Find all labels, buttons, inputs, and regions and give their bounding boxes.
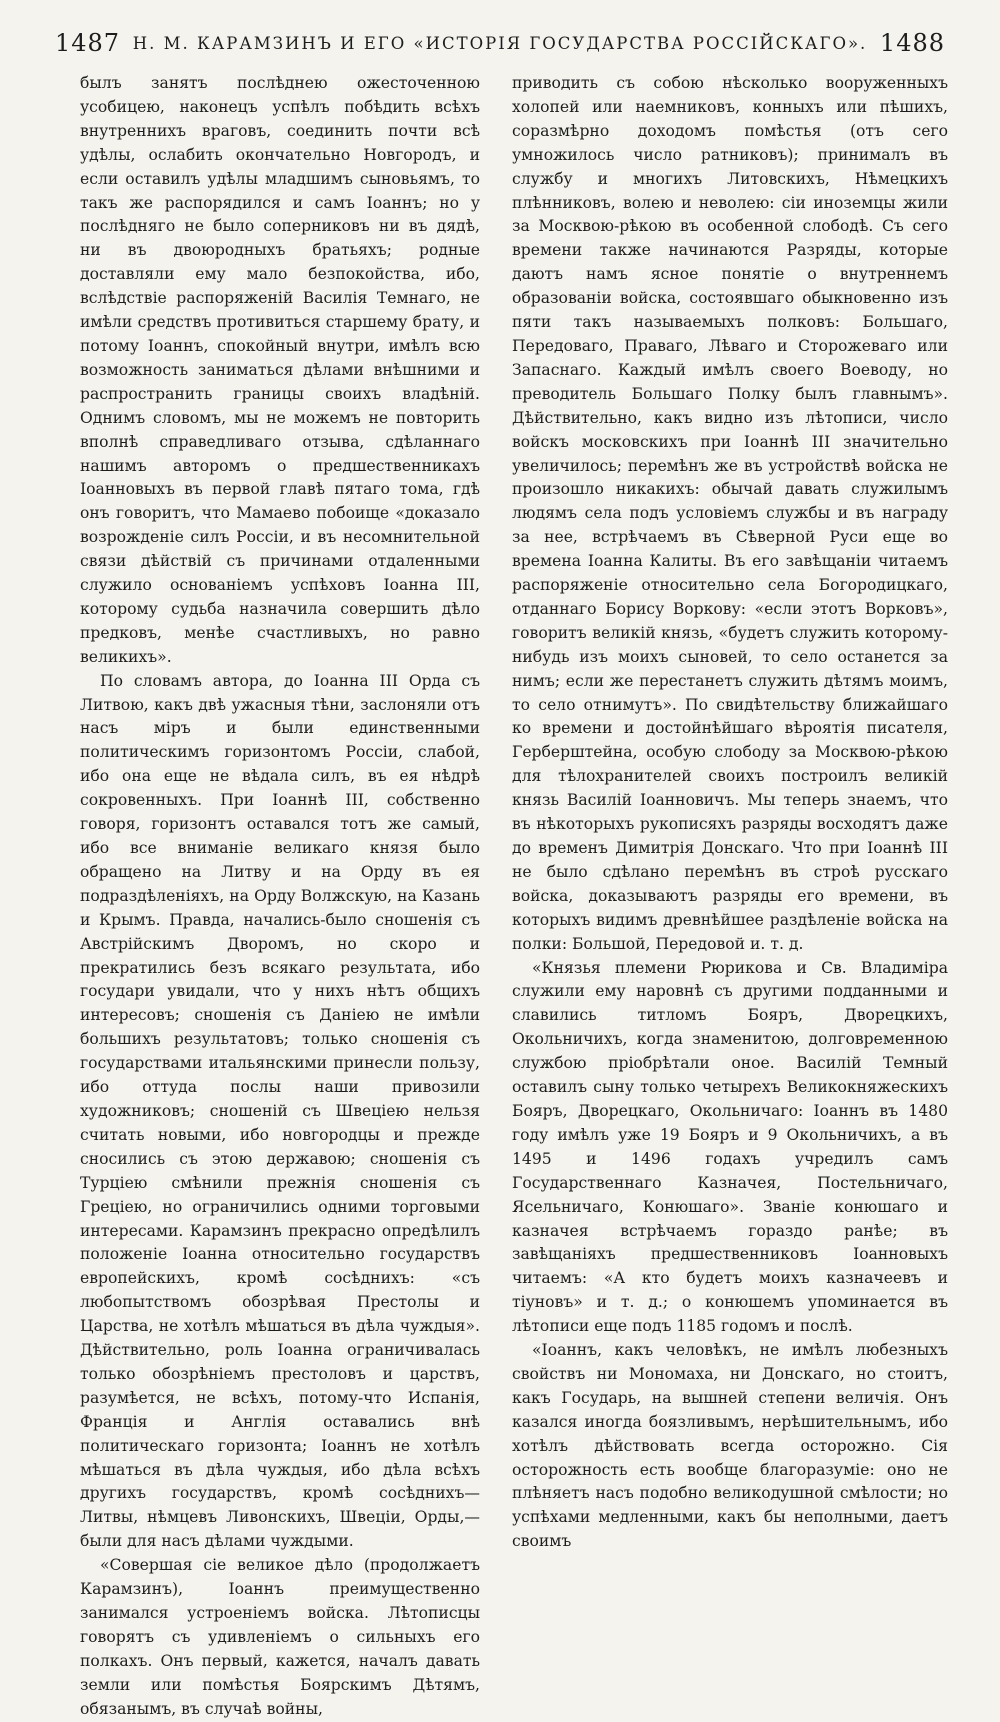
paragraph: По словамъ автора, до Іоанна III Орда съ Литвою, какъ двѣ ужасныя тѣни, заслоняли отъ насъ міръ и были единственными политическимъ горизонтомъ Россіи, слабой, ибо она еще не вѣдала силъ, въ ея нѣдрѣ сокровенныхъ. При Іоаннѣ III, собственно говоря, горизонтъ оставался тотъ же самый, ибо все вниманіе великаго князя было обращено на Литву и на Орду въ ея подраздѣленіяхъ, на Орду Волжскую, на Казань и Крымъ. Правда, начались-было сношенія съ Австрійскимъ Дворомъ, но скоро и прекратились безъ всякаго результата, ибо государи увидали, что у нихъ нѣтъ общихъ интересовъ; сношенія съ Даніею не имѣли большихъ результатовъ; только сношенія съ государствами итальянскими принесли пользу, ибо оттуда послы наши привозили художниковъ; сношеній съ Швеціею нельзя считать новыми, ибо новгородцы и прежде сносились съ этою державою; сношенія съ Турціею смѣнили прежнія сношенія съ Греціею, но ограничились одними торговыми интересами. Карамзинъ прекрасно опредѣлилъ положеніе Іоанна относительно государствъ европейскихъ, кромѣ сосѣднихъ: «съ любопытствомъ обозрѣвая Престолы и Царства, не хотѣлъ мѣшаться въ дѣла чуждыя». Дѣйствительно, роль Іоанна ограничивалась только обозрѣніемъ престоловъ и царствъ, разумѣется, не всѣхъ, потому-что Испанія, Франція и Англія оставались внѣ политическаго горизонта; Іоаннъ не хотѣлъ мѣшаться въ дѣла чуждыя, ибо дѣла всѣхъ другихъ государствъ, кромѣ сосѣднихъ— Литвы, нѣмцевъ Ливонскихъ, Швеціи, Орды,—были для насъ дѣлами чуждыми.	[80, 671, 480, 1551]
paragraph: «Іоаннъ, какъ человѣкъ, не имѣлъ любезныхъ свойствъ ни Мономаха, ни Донскаго, но стоитъ, какъ Государь, на вышней степени величія. Онъ казался иногда боязливымъ, нерѣшительнымъ, ибо хотѣлъ дѣйствовать всегда осторожно. Сія осторожность есть вообще благоразуміе: оно не плѣняетъ насъ подобно великодушной смѣлости; но успѣхами медленными, какъ бы неполными, даетъ своимъ	[512, 1341, 948, 1551]
page-number-left: 1487	[55, 29, 121, 57]
running-header	[55, 20, 945, 66]
right-column	[512, 72, 948, 1551]
left-column	[80, 72, 480, 1718]
paragraph: «Князья племени Рюрикова и Св. Владиміра служили ему наровнѣ съ другими подданными и славились титломъ Бояръ, Дворецкихъ, Окольничихъ, когда знаменитою, долговременною службою пріобрѣтали оное. Василій Темный оставилъ сыну только четырехъ Великокняжескихъ Бояръ, Дворецкаго, Окольничаго: Іоаннъ въ 1480 году имѣлъ уже 19 Бояръ и 9 Окольничихъ, а въ 1495 и 1496 годахъ учредилъ самъ Государственнаго Казначея, Постельничаго, Ясельничаго, Конюшаго». Званіе конюшаго и казначея встрѣчаемъ гораздо ранѣе; въ завѣщаніяхъ предшественниковъ Іоанновыхъ читаемъ: «А кто будетъ моихъ казначеевъ и тіуновъ» и т. д.; о конюшемъ упоминается въ лѣтописи еще подъ 1185 годомъ и послѣ.	[512, 958, 948, 1336]
paragraph: приводить съ собою нѣсколько вооруженныхъ холопей или наемниковъ, конныхъ или пѣшихъ, соразмѣрно доходомъ помѣстья (отъ сего умножилось число ратниковъ); принималъ въ службу и многихъ Литовскихъ, Нѣмецкихъ плѣнниковъ, волею и неволею: сіи иноземцы жили за Москвою-рѣкою въ особенной слободѣ. Съ сего времени также начинаются Разряды, которые даютъ намъ ясное понятіе о внутреннемъ образованіи войска, состоявшаго обыкновенно изъ пяти такъ называемыхъ полковъ: Большаго, Передоваго, Праваго, Лѣваго и Сторожеваго или Запаснаго. Каждый имѣлъ своего Воеводу, но преводитель Большаго Полку былъ главнымъ». Дѣйствительно, какъ видно изъ лѣтописи, число войскъ московскихъ при Іоаннѣ III значительно увеличилось; перемѣнъ же въ устройствѣ войска не произошло никакихъ: обычай давать служилымъ людямъ села подъ условіемъ службы и въ награду за нее, встрѣчаемъ въ Сѣверной Руси еще во времена Іоанна Калиты. Въ его завѣщаніи читаемъ распоряженіе относительно села Богородицкаго, отданнаго Борису Воркову: «если этотъ Ворковъ», говоритъ великій князь, «будетъ служить которому-нибудь изъ моихъ сыновей, то село останется за нимъ; если же перестанетъ служить дѣтямъ моимъ, то село отнимутъ». По свидѣтельству ближайшаго ко времени и достойнѣйшаго вѣроятія писателя, Герберштейна, особую слободу за Москвою-рѣкою для тѣлохранителей своихъ построилъ великій князь Василій Іоанновичъ. Мы теперь знаемъ, что въ нѣкоторыхъ рукописяхъ разряды восходятъ даже до временъ Димитрія Донскаго. Что при Іоаннѣ III не было сдѣлано перемѣнъ въ строѣ русскаго войска, доказываютъ разряды его времени, въ которыхъ видимъ древнѣйшее раздѣленіе войска на полки: Большой, Передовой и. т. д.	[512, 74, 948, 953]
running-title: Н. М. КАРАМЗИНЪ И ЕГО «ИСТОРІЯ ГОСУДАРСТВА РОССІЙСКАГО».	[132, 33, 868, 53]
paragraph: былъ занятъ послѣднею ожесточенною усобицею, наконецъ успѣлъ побѣдить всѣхъ внутреннихъ враговъ, соединить почти всѣ удѣлы, ослабить окончательно Новгородъ, и если оставилъ удѣлы младшимъ сыновьямъ, то такъ же распорядился и самъ Іоаннъ; но у послѣдняго не было соперниковъ ни въ дядѣ, ни въ двоюродныхъ братьяхъ; родные доставляли ему мало безпокойства, ибо, вслѣдствіе распоряженій Василія Темнаго, не имѣли средствъ противиться старшему брату, и потому Іоаннъ, спокойный внутри, имѣлъ всю возможность заниматься дѣлами внѣшними и распространить границы своихъ владѣній. Однимъ словомъ, мы не можемъ не повторить вполнѣ справедливаго отзыва, сдѣланнаго нашимъ авторомъ о предшественникахъ Іоанновыхъ въ первой главѣ пятаго тома, гдѣ онъ говоритъ, что Мамаево побоище «доказало возрожденіе силъ Россіи, и въ несомнительной связи дѣйствій съ причинами отдаленными служило основаніемъ успѣховъ Іоанна III, которому судьба назначила совершить дѣло предковъ, менѣе счастливыхъ, но равно великихъ».	[80, 74, 480, 666]
page-number-right: 1488	[879, 29, 945, 57]
paragraph: «Совершая сіе великое дѣло (продолжаетъ Карамзинъ), Іоаннъ преимущественно занимался устроеніемъ войска. Лѣтописцы говорятъ съ удивленіемъ о сильныхъ его полкахъ. Онъ первый, кажется, началъ давать земли или помѣстья Боярскимъ Дѣтямъ, обязанымъ, въ случаѣ войны,	[80, 1556, 480, 1718]
